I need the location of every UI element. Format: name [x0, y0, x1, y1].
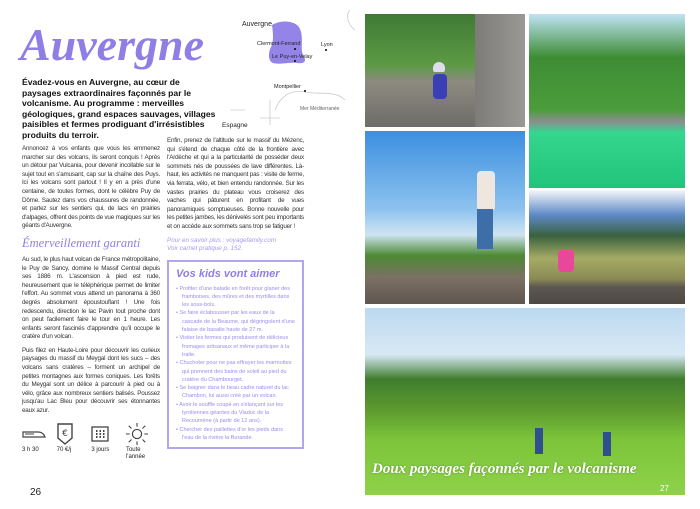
page-number: 26 — [30, 487, 42, 498]
train-icon — [22, 423, 46, 445]
map-label-city: Montpellier — [274, 84, 301, 90]
intro-text: Évadez-vous en Auvergne, au cœur de paysages extraordinaires façonnés par le volcanisme. Au programme : merveilles géologiques, grand espaces sauvages, villages paisibles et fermes prodiguant d'irrésistibles produits du terroir. — [22, 77, 216, 140]
page-title: Auvergne — [20, 19, 204, 70]
svg-text:€: € — [61, 428, 68, 439]
body-paragraph: Annoncez à vos enfants que vous les emmenez marcher sur des volcans, ils seront conquis ! Après un détour par Vulcania, pour devenir incollable sur le sujet tout en s'amusant, cap sur la chaîne des Puys. Ici les volcans sont partout ! Il y en a près d'une centaine, de toutes formes, dont le célèbre Puy de Dôme. Sautez dans vos chaussures de randonnée, et partez sur les sentiers qui, de lacs en prairies d'alpages, offrent des points de vue magiques sur les géants d'Auvergne. — [22, 145, 160, 230]
euro-tag-icon — [57, 423, 73, 445]
stat-travel-time — [22, 423, 56, 461]
stat-budget — [57, 423, 91, 461]
map-label-sea: Mer Méditerranée — [300, 106, 340, 112]
list-item: • Se baigner dans le beau cadre naturel du lac Chambon, lui aussi créé par un volcan. — [176, 384, 295, 401]
photo-caption: Doux paysages façonnés par le volcanisme — [372, 461, 637, 477]
sun-icon — [126, 423, 148, 445]
kids-box-title: Vos kids vont aimer — [176, 267, 280, 280]
france-map — [210, 0, 360, 135]
stat-season — [126, 423, 160, 461]
map-label-country: Espagne — [222, 122, 248, 129]
trip-facts — [22, 423, 160, 461]
section-heading: Émerveillement garanti — [22, 235, 141, 250]
photo-climbing — [365, 14, 525, 127]
duration: 3 jours — [91, 446, 110, 453]
photo-girl-view — [529, 190, 685, 304]
calendar-icon — [91, 423, 109, 445]
list-item: • Chuchoter pour ne pas effrayer les marmottes qui prennent des bains de soleil au pied du cratère du Chambourget. — [176, 359, 295, 384]
map-label-region: Auvergne — [242, 21, 272, 28]
season: Toute l'année — [125, 446, 146, 460]
list-item: • Profiter d'une balade en forêt pour glaner des framboises, des mûres et des myrtilles dans les sous-bois. — [176, 285, 295, 310]
more-info-link[interactable]: Pour en savoir plus : voyagefamily.com — [167, 236, 277, 244]
more-info — [167, 237, 304, 254]
middle-column — [167, 137, 304, 449]
map-label-city: Clermont-Ferrand — [257, 41, 301, 47]
map-label-city: Le Puy-en-Velay — [272, 54, 313, 60]
body-paragraph: Au sud, le plus haut volcan de France métropolitaine, le Puy de Sancy, domine le Massif Central depuis ses 1886 m. L'ascension à pied est rude, heureusement que le téléphérique permet de limiter l'effort. Au sommet vous attend un panorama à 360 degrés absolument époustouflant ! Une fois redescendu, direction le lac Pavin tout proche dont on peut facilement faire le tour en 1 heure. Les enfants seront fascinés d'apprendre qu'il occupe le cratère d'un volcan. — [22, 255, 160, 341]
stat-duration — [91, 423, 125, 461]
list-item: • Chercher des paillettes d'or les pieds dans l'eau de la rivière la Burande. — [176, 426, 295, 443]
budget: 70 €/j — [56, 446, 72, 453]
kids-box — [167, 260, 304, 450]
list-item: • Avoir le souffle coupé en s'élançant sur les tyroliennes géantes du Viaduc de la Recoumène (à partir de 12 ans). — [176, 401, 295, 426]
map-label-city: Lyon — [321, 42, 333, 48]
page-number: 27 — [660, 484, 669, 493]
more-info-page: Voir carnet pratique p. 152. — [167, 245, 243, 253]
list-item: • Se faire éclabousser par les eaux de la cascade de la Beaume, qui dégringolent d'une falaise de basalte haute de 27 m. — [176, 309, 295, 334]
list-item: • Visiter les fermes qui produisent de délicieux fromages artisanaux et même participer à la traite. — [176, 334, 295, 359]
photo-lake — [529, 14, 685, 188]
travel-time: 3 h 30 — [22, 446, 39, 453]
body-paragraph: Puis filez en Haute-Loire pour découvrir les curieux paysages du massif du Meygal dont les sucs – des volcans sans cratères – forment un archipel de petites montagnes aux formes coniques. Les forêts du Meygal sont un délice à parcourir à pied ou à vélo, grâce aux nombreux sentiers balisés. Poussez jusqu'au Lac Bleu pour découvrir ses étonnantes eaux azur. — [22, 346, 160, 415]
body-paragraph: Enfin, prenez de l'altitude sur le massif du Mézenc, qui s'étend de chaque côté de la frontière avec l'Ardèche et qui a la particularité de posséder deux sommets nés de poussées de lave différentes. Là-haut, les activités ne manquent pas : visite de ferme, via ferrata, vélo, et bien entendu randonnée. Sur les vastes prairies du plateau vous croiserez des vaches qui pâturent en profitant de vues panoramiques somptueuses. Bonne nouvelle pour les petites jambes, les dénivelés sont peu importants et on accède aux sommets sans trop se fatiguer ! — [167, 137, 304, 230]
photo-boy-rocks — [365, 131, 525, 304]
